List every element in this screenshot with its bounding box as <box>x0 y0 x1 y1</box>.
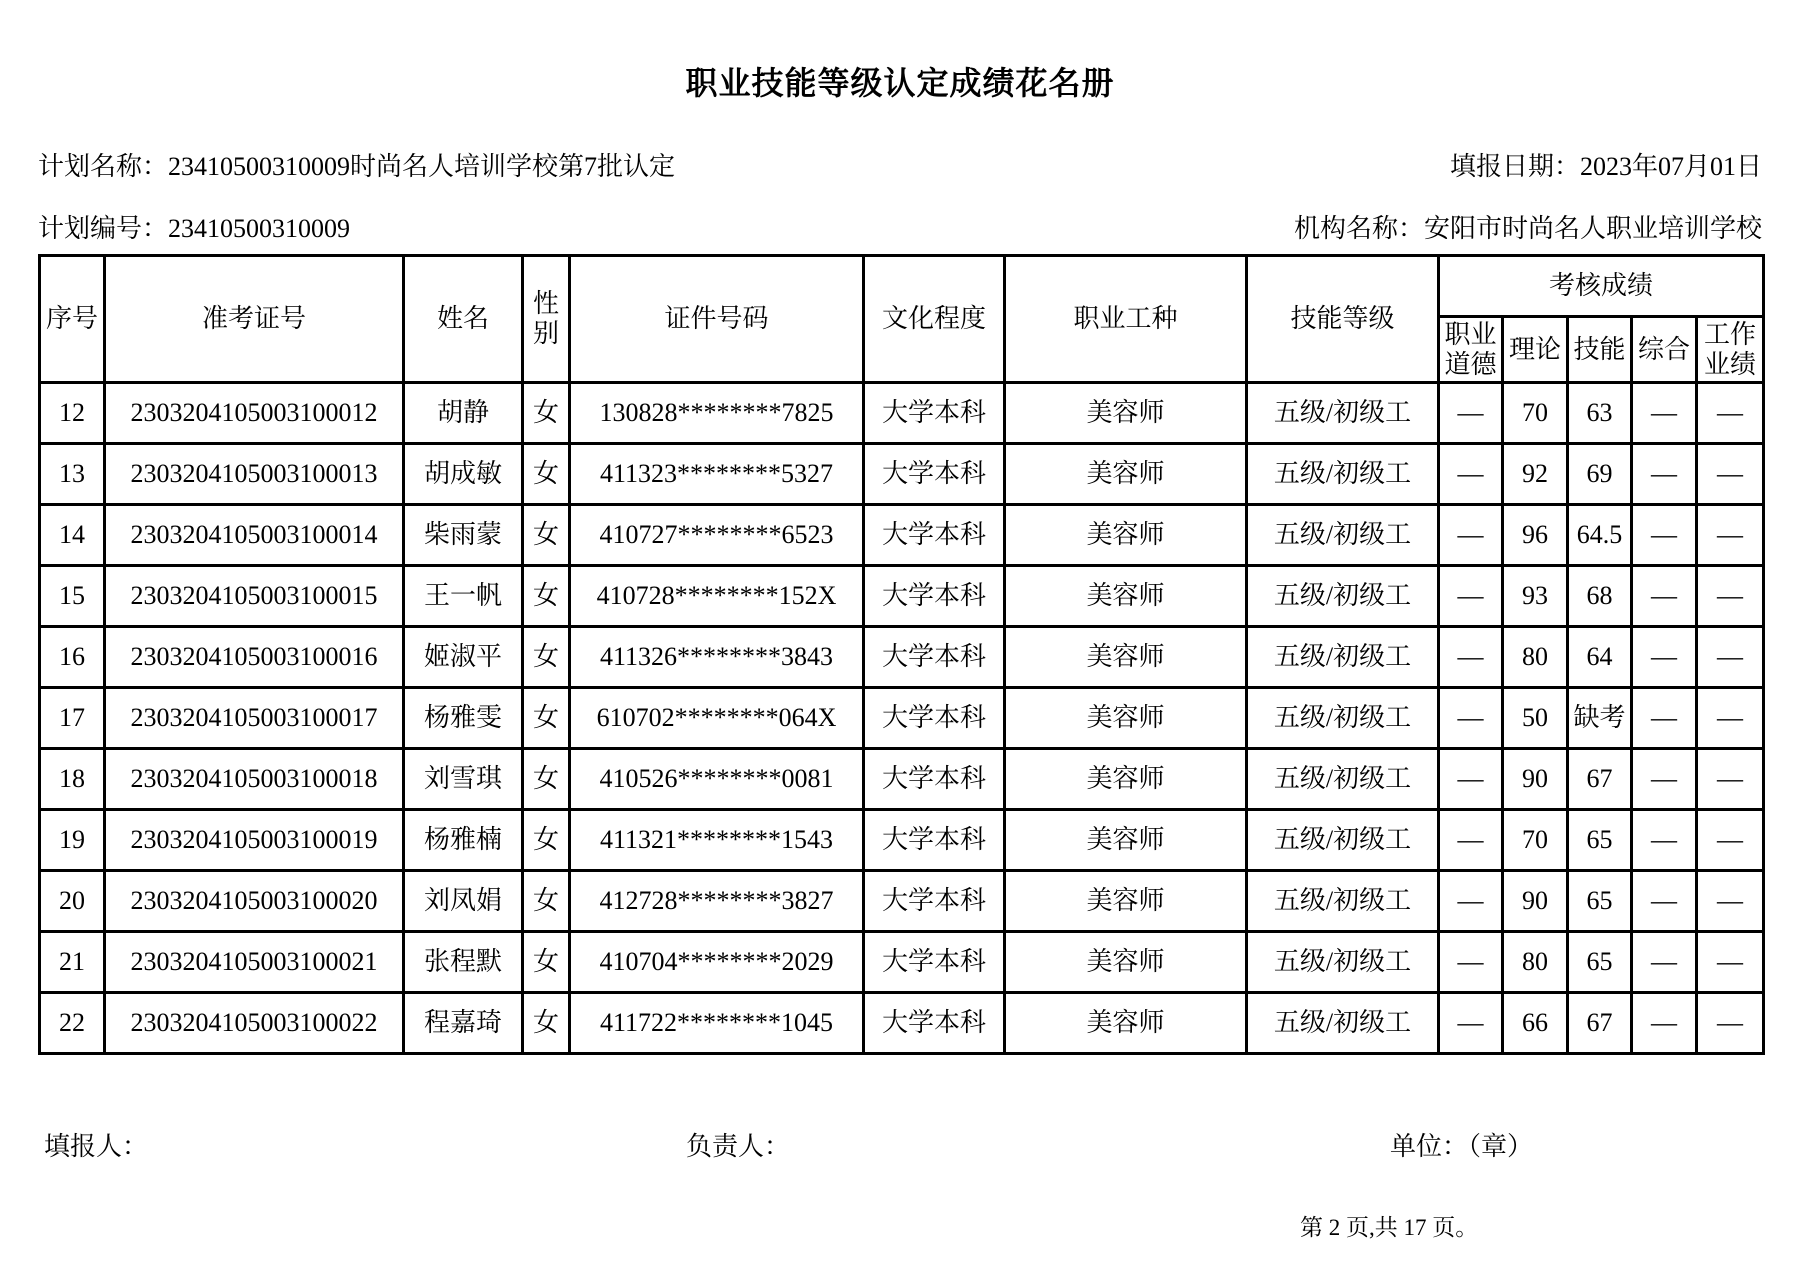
cell-score-theory: 93 <box>1503 566 1568 627</box>
cell-score-skill: 缺考 <box>1568 688 1632 749</box>
org-name-label: 机构名称： <box>1293 214 1424 243</box>
score-roster-table <box>38 254 1765 1055</box>
cell-score-work: — <box>1697 932 1764 993</box>
cell-gender: 女 <box>523 444 570 505</box>
cell-gender: 女 <box>523 932 570 993</box>
cell-name: 杨雅雯 <box>404 688 523 749</box>
cell-score-ethics: — <box>1439 627 1503 688</box>
cell-score-ethics: — <box>1439 871 1503 932</box>
cell-education: 大学本科 <box>864 627 1005 688</box>
table-row <box>40 688 1764 749</box>
cell-seq: 21 <box>40 932 105 993</box>
cell-name: 姬淑平 <box>404 627 523 688</box>
plan-name <box>38 146 675 183</box>
cell-id-number: 410727********6523 <box>570 505 864 566</box>
cell-seq: 22 <box>40 993 105 1054</box>
cell-occupation: 美容师 <box>1005 993 1247 1054</box>
cell-skill-level: 五级/初级工 <box>1247 932 1439 993</box>
cell-admission-no: 2303204105003100020 <box>105 871 404 932</box>
cell-score-ethics: — <box>1439 688 1503 749</box>
cell-score-skill: 65 <box>1568 871 1632 932</box>
col-header-admission-no: 准考证号 <box>105 256 404 383</box>
cell-seq: 17 <box>40 688 105 749</box>
cell-score-comprehensive: — <box>1632 810 1697 871</box>
cell-gender: 女 <box>523 383 570 444</box>
table-row <box>40 444 1764 505</box>
table-row <box>40 932 1764 993</box>
cell-id-number: 411321********1543 <box>570 810 864 871</box>
cell-occupation: 美容师 <box>1005 383 1247 444</box>
cell-occupation: 美容师 <box>1005 871 1247 932</box>
cell-occupation: 美容师 <box>1005 932 1247 993</box>
cell-education: 大学本科 <box>864 505 1005 566</box>
cell-score-ethics: — <box>1439 383 1503 444</box>
cell-score-comprehensive: — <box>1632 444 1697 505</box>
cell-occupation: 美容师 <box>1005 688 1247 749</box>
cell-occupation: 美容师 <box>1005 444 1247 505</box>
cell-education: 大学本科 <box>864 444 1005 505</box>
cell-score-theory: 90 <box>1503 749 1568 810</box>
cell-occupation: 美容师 <box>1005 749 1247 810</box>
col-header-id-number: 证件号码 <box>570 256 864 383</box>
cell-score-comprehensive: — <box>1632 383 1697 444</box>
cell-skill-level: 五级/初级工 <box>1247 444 1439 505</box>
cell-score-theory: 96 <box>1503 505 1568 566</box>
plan-name-label: 计划名称： <box>38 152 169 181</box>
col-header-education: 文化程度 <box>864 256 1005 383</box>
cell-score-work: — <box>1697 749 1764 810</box>
cell-score-work: — <box>1697 627 1764 688</box>
cell-id-number: 410704********2029 <box>570 932 864 993</box>
table-row <box>40 749 1764 810</box>
cell-seq: 15 <box>40 566 105 627</box>
cell-score-theory: 70 <box>1503 810 1568 871</box>
cell-score-theory: 50 <box>1503 688 1568 749</box>
cell-score-comprehensive: — <box>1632 688 1697 749</box>
filler-label: 填报人： <box>44 1132 149 1161</box>
cell-skill-level: 五级/初级工 <box>1247 871 1439 932</box>
col-header-score-skill: 技能 <box>1568 317 1632 383</box>
cell-gender: 女 <box>523 688 570 749</box>
cell-score-work: — <box>1697 505 1764 566</box>
cell-score-skill: 64 <box>1568 627 1632 688</box>
cell-seq: 20 <box>40 871 105 932</box>
meta-line-2 <box>38 208 1762 245</box>
cell-score-work: — <box>1697 566 1764 627</box>
cell-score-comprehensive: — <box>1632 566 1697 627</box>
cell-occupation: 美容师 <box>1005 810 1247 871</box>
cell-education: 大学本科 <box>864 932 1005 993</box>
cell-admission-no: 2303204105003100013 <box>105 444 404 505</box>
cell-score-theory: 66 <box>1503 993 1568 1054</box>
cell-gender: 女 <box>523 627 570 688</box>
table-row <box>40 627 1764 688</box>
cell-score-ethics: — <box>1439 749 1503 810</box>
cell-score-comprehensive: — <box>1632 932 1697 993</box>
plan-code-label: 计划编号： <box>38 214 169 243</box>
cell-score-ethics: — <box>1439 444 1503 505</box>
col-header-score-work: 工作业绩 <box>1697 317 1764 383</box>
cell-gender: 女 <box>523 871 570 932</box>
cell-education: 大学本科 <box>864 993 1005 1054</box>
cell-score-work: — <box>1697 444 1764 505</box>
cell-occupation: 美容师 <box>1005 505 1247 566</box>
cell-id-number: 411326********3843 <box>570 627 864 688</box>
col-header-gender: 性别 <box>523 256 570 383</box>
cell-name: 胡静 <box>404 383 523 444</box>
report-date <box>1450 146 1762 183</box>
page-number: 第 2 页,共 17 页。 <box>1300 1215 1479 1240</box>
cell-gender: 女 <box>523 993 570 1054</box>
cell-seq: 12 <box>40 383 105 444</box>
cell-admission-no: 2303204105003100018 <box>105 749 404 810</box>
cell-name: 张程默 <box>404 932 523 993</box>
col-header-score-group: 考核成绩 <box>1439 256 1764 317</box>
cell-education: 大学本科 <box>864 688 1005 749</box>
cell-occupation: 美容师 <box>1005 627 1247 688</box>
cell-score-ethics: — <box>1439 505 1503 566</box>
table-row <box>40 871 1764 932</box>
cell-name: 胡成敏 <box>404 444 523 505</box>
cell-score-work: — <box>1697 871 1764 932</box>
cell-score-skill: 65 <box>1568 932 1632 993</box>
cell-name: 杨雅楠 <box>404 810 523 871</box>
meta-line-1 <box>38 146 1762 183</box>
cell-name: 刘雪琪 <box>404 749 523 810</box>
plan-name-value: 23410500310009时尚名人培训学校第7批认定 <box>168 152 676 181</box>
cell-admission-no: 2303204105003100012 <box>105 383 404 444</box>
table-row <box>40 993 1764 1054</box>
cell-skill-level: 五级/初级工 <box>1247 810 1439 871</box>
cell-score-skill: 65 <box>1568 810 1632 871</box>
cell-score-comprehensive: — <box>1632 749 1697 810</box>
cell-skill-level: 五级/初级工 <box>1247 688 1439 749</box>
org-name <box>1294 208 1762 245</box>
cell-gender: 女 <box>523 749 570 810</box>
cell-skill-level: 五级/初级工 <box>1247 993 1439 1054</box>
cell-skill-level: 五级/初级工 <box>1247 627 1439 688</box>
cell-seq: 13 <box>40 444 105 505</box>
report-date-value: 2023年07月01日 <box>1579 152 1762 181</box>
cell-score-work: — <box>1697 688 1764 749</box>
cell-score-work: — <box>1697 993 1764 1054</box>
cell-score-skill: 67 <box>1568 749 1632 810</box>
cell-admission-no: 2303204105003100015 <box>105 566 404 627</box>
report-date-label: 填报日期： <box>1449 152 1580 181</box>
cell-score-skill: 68 <box>1568 566 1632 627</box>
cell-id-number: 410526********0081 <box>570 749 864 810</box>
cell-score-ethics: — <box>1439 932 1503 993</box>
cell-id-number: 130828********7825 <box>570 383 864 444</box>
cell-seq: 14 <box>40 505 105 566</box>
cell-seq: 16 <box>40 627 105 688</box>
cell-score-theory: 92 <box>1503 444 1568 505</box>
cell-score-skill: 69 <box>1568 444 1632 505</box>
cell-id-number: 411722********1045 <box>570 993 864 1054</box>
cell-id-number: 412728********3827 <box>570 871 864 932</box>
cell-score-ethics: — <box>1439 810 1503 871</box>
cell-name: 刘凤娟 <box>404 871 523 932</box>
manager-label: 负责人： <box>686 1132 791 1161</box>
cell-id-number: 411323********5327 <box>570 444 864 505</box>
cell-score-comprehensive: — <box>1632 627 1697 688</box>
col-header-skill-level: 技能等级 <box>1247 256 1439 383</box>
cell-score-theory: 70 <box>1503 383 1568 444</box>
cell-seq: 19 <box>40 810 105 871</box>
col-header-score-theory: 理论 <box>1503 317 1568 383</box>
col-header-score-ethics: 职业道德 <box>1439 317 1503 383</box>
cell-gender: 女 <box>523 505 570 566</box>
cell-id-number: 410728********152X <box>570 566 864 627</box>
col-header-seq: 序号 <box>40 256 105 383</box>
cell-id-number: 610702********064X <box>570 688 864 749</box>
cell-score-comprehensive: — <box>1632 993 1697 1054</box>
cell-skill-level: 五级/初级工 <box>1247 383 1439 444</box>
plan-code-value: 23410500310009 <box>168 214 351 243</box>
table-header <box>40 256 1764 383</box>
cell-education: 大学本科 <box>864 810 1005 871</box>
cell-admission-no: 2303204105003100019 <box>105 810 404 871</box>
table-body <box>40 383 1764 1054</box>
cell-score-work: — <box>1697 810 1764 871</box>
cell-score-skill: 67 <box>1568 993 1632 1054</box>
cell-skill-level: 五级/初级工 <box>1247 566 1439 627</box>
cell-name: 王一帆 <box>404 566 523 627</box>
cell-admission-no: 2303204105003100017 <box>105 688 404 749</box>
cell-name: 柴雨蒙 <box>404 505 523 566</box>
table-row <box>40 505 1764 566</box>
header-row-group <box>40 256 1764 317</box>
cell-education: 大学本科 <box>864 383 1005 444</box>
table-row <box>40 566 1764 627</box>
cell-education: 大学本科 <box>864 749 1005 810</box>
col-header-name: 姓名 <box>404 256 523 383</box>
org-name-value: 安阳市时尚名人职业培训学校 <box>1423 214 1762 243</box>
cell-seq: 18 <box>40 749 105 810</box>
cell-gender: 女 <box>523 566 570 627</box>
cell-education: 大学本科 <box>864 871 1005 932</box>
page-title: 职业技能等级认定成绩花名册 <box>685 64 1115 102</box>
cell-score-theory: 80 <box>1503 627 1568 688</box>
cell-occupation: 美容师 <box>1005 566 1247 627</box>
cell-admission-no: 2303204105003100021 <box>105 932 404 993</box>
cell-skill-level: 五级/初级工 <box>1247 505 1439 566</box>
col-header-occupation: 职业工种 <box>1005 256 1247 383</box>
cell-score-work: — <box>1697 383 1764 444</box>
table-row <box>40 810 1764 871</box>
cell-score-theory: 90 <box>1503 871 1568 932</box>
cell-score-ethics: — <box>1439 993 1503 1054</box>
cell-gender: 女 <box>523 810 570 871</box>
cell-score-skill: 64.5 <box>1568 505 1632 566</box>
plan-code <box>38 208 350 245</box>
col-header-score-comprehensive: 综合 <box>1632 317 1697 383</box>
cell-name: 程嘉琦 <box>404 993 523 1054</box>
cell-score-comprehensive: — <box>1632 505 1697 566</box>
cell-score-ethics: — <box>1439 566 1503 627</box>
cell-score-skill: 63 <box>1568 383 1632 444</box>
cell-score-theory: 80 <box>1503 932 1568 993</box>
cell-education: 大学本科 <box>864 566 1005 627</box>
cell-admission-no: 2303204105003100014 <box>105 505 404 566</box>
unit-seal-label: 单位：（章） <box>1390 1132 1534 1161</box>
cell-admission-no: 2303204105003100022 <box>105 993 404 1054</box>
cell-skill-level: 五级/初级工 <box>1247 749 1439 810</box>
table-row <box>40 383 1764 444</box>
cell-admission-no: 2303204105003100016 <box>105 627 404 688</box>
cell-score-comprehensive: — <box>1632 871 1697 932</box>
